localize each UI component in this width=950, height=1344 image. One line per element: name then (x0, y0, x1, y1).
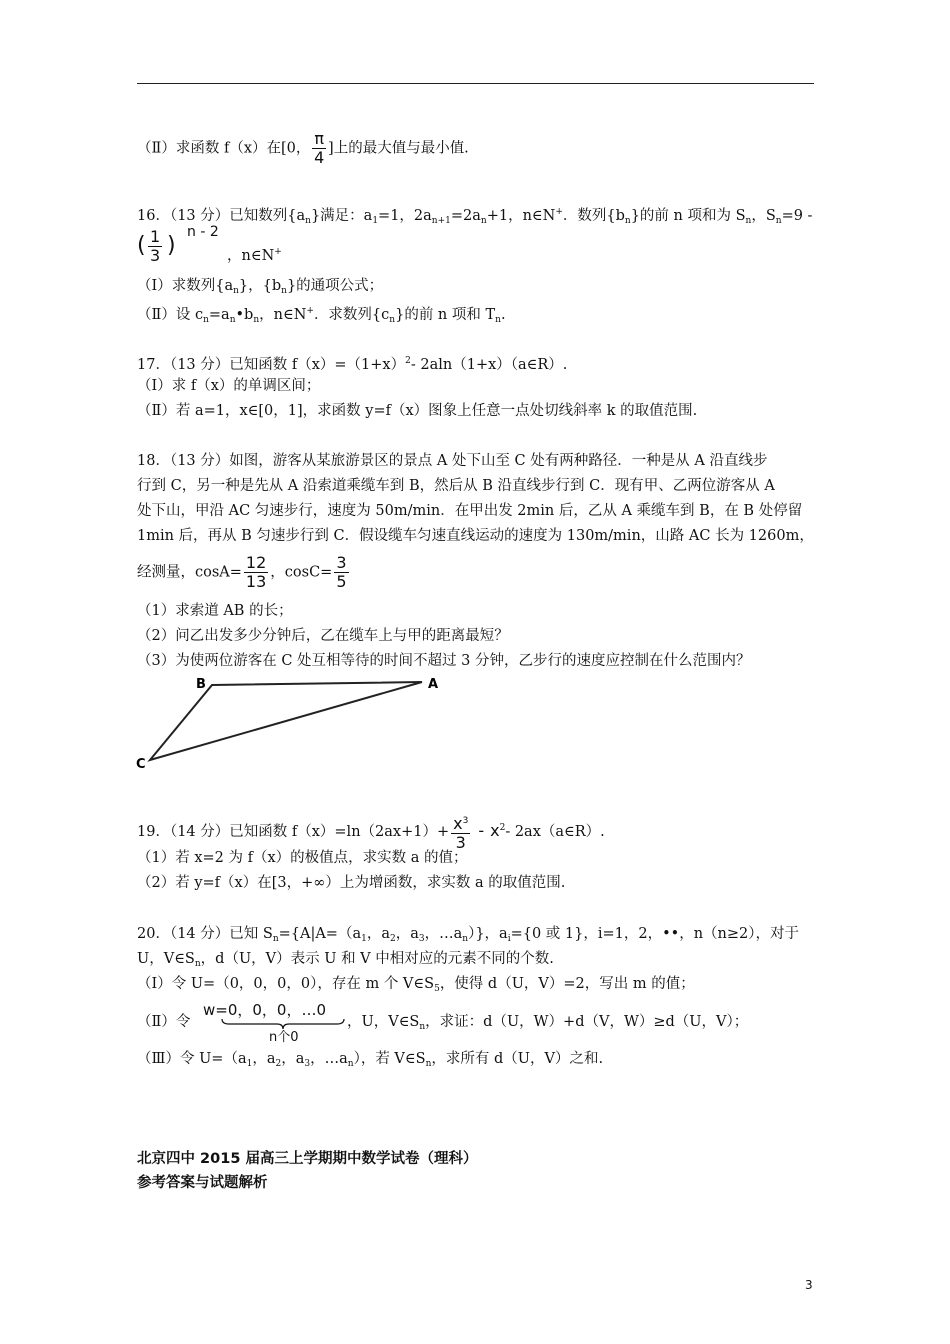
q20-line1: 20．（14 分）已知 $S_n=\{A|A=(a_1$，$a_2$，$a_3$，$\dots a_n$）}，$a_i=\{0$ 或 1}，i=1，2，••，n（n≥2），对于 (137, 926, 800, 944)
triangle-diagram (130, 670, 450, 780)
q18-p2: （2）问乙出发多少分钟后，乙在缆车上与甲的距离最短？ (137, 628, 509, 644)
q18-line3: 处下山，甲沿 AC 匀速步行，速度为 50m/min．在甲出发 2min 后，乙从 A 乘缆车到 B，在 B 处停留 (137, 503, 803, 519)
q16-part1: （Ⅰ）求数列$\{a_n\}$，$\{b_n\}$的通项公式； (137, 278, 384, 296)
q15-text-a: （Ⅱ）求函数 f（x）在[0， (137, 140, 311, 157)
q18-p1: （1）求索道 AB 的长； (137, 603, 293, 619)
q16-line1: 16．（13 分）已知数列$\{a_n\}$满足：$a_1=1$，$2a_{n+1}=2a_n+1$，n∈N+．数列$\{b_n\}$的前 n 项和为 $S_n$，$S_n=9$ - (137, 207, 813, 226)
one-third: $\frac{1}{3}$ (150, 227, 161, 265)
q17-line1: 17．（13 分）已知函数 $f(x)=(1+x)^2-$ 2aln（1+x）（a∈R）. (137, 356, 568, 373)
q18-line2: 行到 C，另一种是先从 A 沿索道乘缆车到 B，然后从 B 沿直线步行到 C．现有甲、乙两位游客从 A (137, 478, 775, 494)
q17-part1: （Ⅰ）求 f（x）的单调区间； (137, 378, 321, 394)
answer-section-title: 北京四中 2015 届高三上学期期中数学试卷（理科） (137, 1151, 478, 1167)
q20-part1: （Ⅰ）令 U=（0，0，0，0），存在 m 个 $V\in S_5$，使得 d（U，V）=2，写出 m 的值； (137, 976, 695, 994)
label-c: C (136, 757, 146, 772)
q18-line5: 经测量，cosA= $\frac{12}{13}$ ，cosC= $\frac{3}{5}$ (137, 553, 347, 591)
x-cubed-over-3: $\frac{x^3}{3}$ (453, 814, 469, 852)
label-a: A (428, 677, 439, 692)
q18-line1: 18．（13 分）如图，游客从某旅游景区的景点 A 处下山至 C 处有两种路径．一种是从 A 沿直线步 (137, 453, 768, 469)
frac-12-13: $\frac{12}{13}$ (245, 553, 267, 591)
header-rule (137, 83, 814, 84)
q15-part2 (137, 130, 469, 167)
pi-over-4: $\frac{\pi}{4}$ (314, 129, 325, 167)
q18-line4: 1min 后，再从 B 匀速步行到 C．假设缆车匀速直线运动的速度为 130m/min，山路 AC 长为 1260m， (137, 528, 814, 544)
q15-text-b: ]上的最大值与最小值. (328, 140, 469, 157)
q17-part2: （Ⅱ）若 a=1，x∈[0，1]，求函数 y=f（x）图象上任意一点处切线斜率 k 的取值范围. (137, 403, 698, 419)
exponent: n - 2 (187, 224, 219, 240)
page-number: 3 (805, 1278, 813, 1292)
q19-p1: （1）若 x=2 为 f（x）的极值点，求实数 a 的值； (137, 850, 468, 866)
q16-part2: （Ⅱ）设 $c_n=a_n•b_n$，n∈N+．求数列$\{c_n\}$的前 n 项和 $T_n$. (137, 306, 506, 325)
answer-section-subtitle: 参考答案与试题解析 (137, 1175, 268, 1191)
label-b: B (196, 677, 206, 692)
triangle-abc (150, 682, 422, 760)
q20-part3: （Ⅲ）令 $U=(a_1$，$a_2$，$a_3$，$\dots a_n$），若 $V\in S_n$，求所有 d（U，V）之和. (137, 1051, 604, 1069)
q18-p3: （3）为使两位游客在 C 处互相等待的时间不超过 3 分钟，乙步行的速度应控制在什么范围内？ (137, 653, 751, 669)
frac-3-5: $\frac{3}{5}$ (336, 553, 347, 591)
q20-line2: U，$V\in S_n$，d（U，V）表示 U 和 V 中相对应的元素不同的个数. (137, 951, 554, 969)
q19-line1: 19．（14 分）已知函数 f（x）=ln（2ax+1）+ $\frac{x^3}{3}$ - $x^2-$ 2ax（a∈R）. (137, 814, 605, 852)
w-expression: w=0，0，0，…0 (203, 1001, 327, 1019)
q19-p2: （2）若 y=f（x）在[3，+∞）上为增函数，求实数 a 的取值范围. (137, 875, 566, 891)
n-zeros-label: n个0 (269, 1030, 299, 1045)
